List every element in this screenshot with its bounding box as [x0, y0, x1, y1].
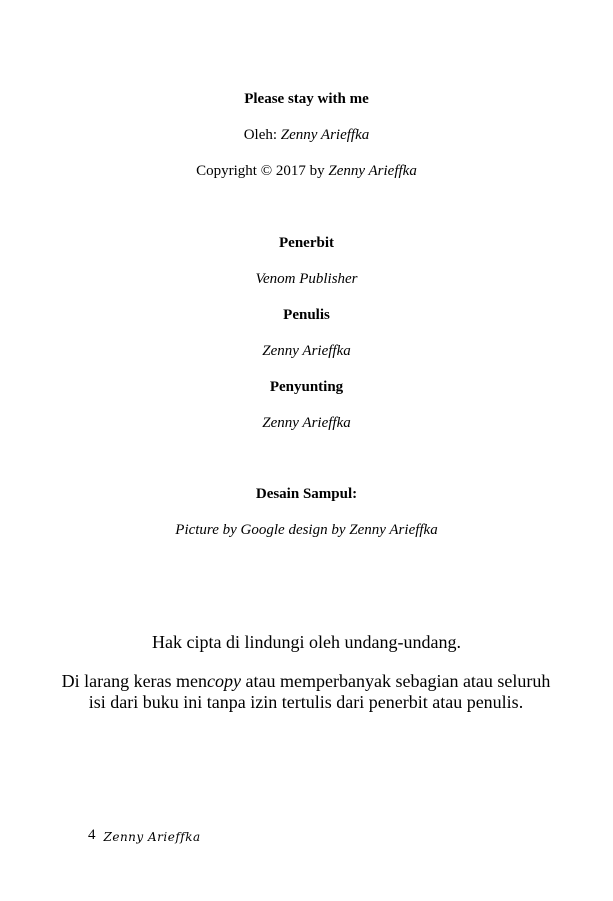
cover-design-value: Picture by Google design by Zenny Arieffka: [175, 522, 438, 538]
author-prefix: Oleh:: [243, 127, 281, 143]
copyright-prefix: Copyright © 2017 by: [196, 163, 329, 179]
publisher-value: Venom Publisher: [255, 271, 358, 287]
writer-value: Zenny Arieffka: [262, 343, 351, 359]
copyright-protected-notice: Hak cipta di lindungi oleh undang-undang.: [152, 632, 461, 652]
author-line: [0, 128, 613, 143]
author-signature: Zenny Arieffka: [103, 830, 201, 844]
publisher-heading: Penerbit: [279, 235, 334, 251]
copyright-line: [0, 164, 613, 179]
editor-heading: Penyunting: [269, 379, 344, 395]
copy-warning-italic-word: copy: [207, 671, 242, 691]
cover-design-heading: Desain Sampul:: [255, 486, 358, 502]
copyright-name: Zenny Arieffka: [328, 163, 417, 179]
page-number: 4: [88, 827, 96, 843]
copy-warning-end: atau memperbanyak sebagian atau seluruh isi dari buku ini tanpa izin tertulis dari penerbit atau penulis.: [88, 671, 551, 712]
writer-heading: Penulis: [283, 307, 330, 323]
book-title: Please stay with me: [244, 91, 369, 107]
copy-warning-start: Di larang keras men: [61, 671, 208, 691]
copy-warning-paragraph: [56, 671, 556, 713]
author-name: Zenny Arieffka: [280, 127, 370, 143]
page-footer: [88, 820, 201, 844]
editor-value: Zenny Arieffka: [262, 415, 351, 431]
